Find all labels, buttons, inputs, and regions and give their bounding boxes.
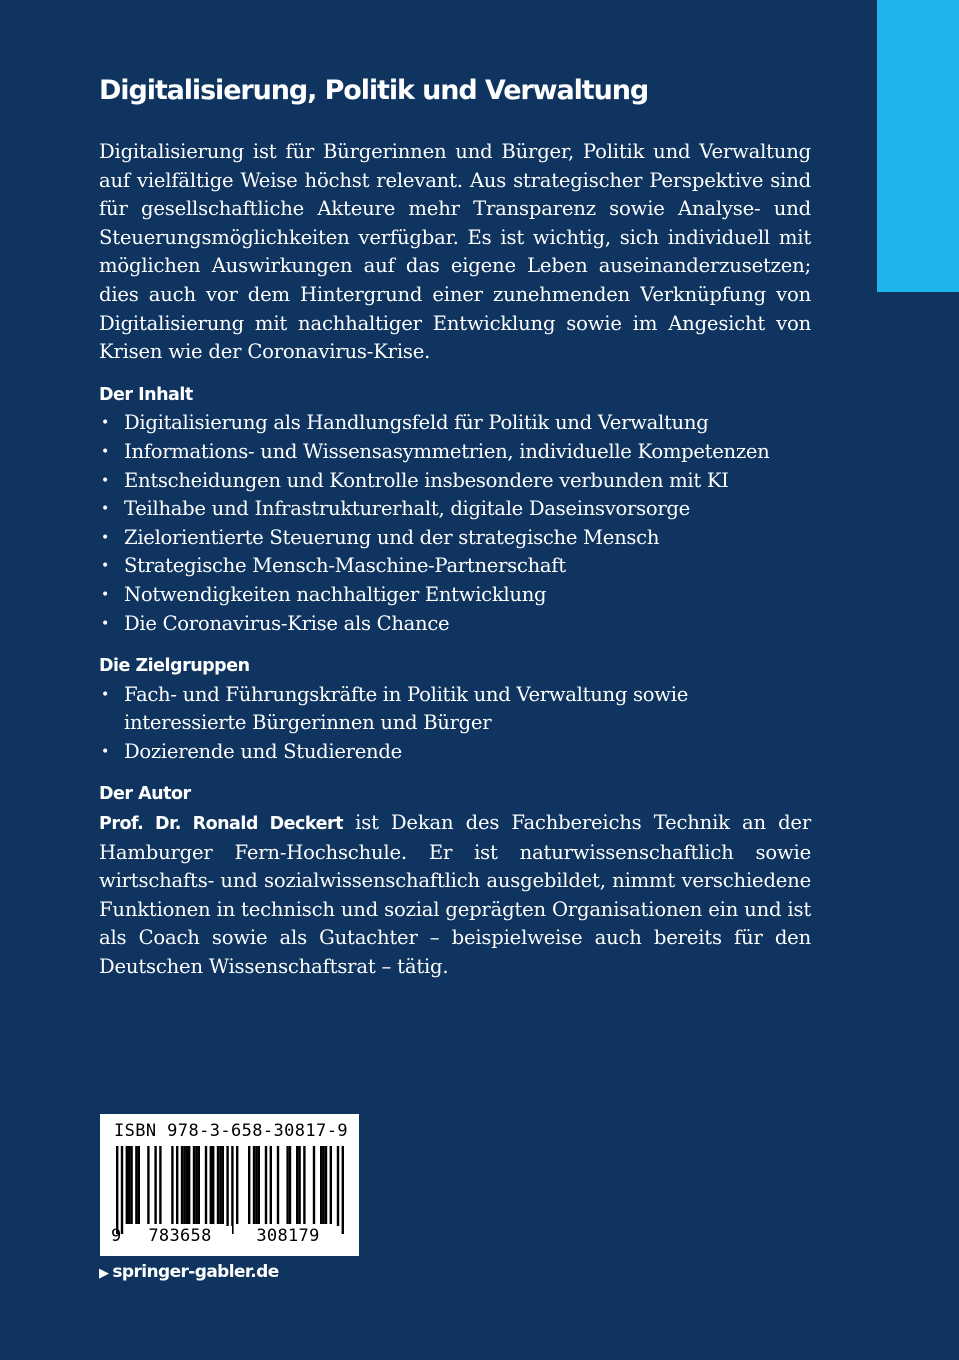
barcode-bar <box>198 1146 200 1224</box>
barcode-bar <box>231 1146 233 1234</box>
author-name: Prof. Dr. Ronald Deckert <box>99 814 343 835</box>
barcode-bar <box>126 1146 128 1224</box>
barcode-bar <box>193 1146 195 1224</box>
barcode-bar <box>253 1146 255 1224</box>
barcode-bar <box>121 1146 123 1234</box>
bullet-icon: • <box>101 686 109 703</box>
barcode-bar <box>296 1146 298 1224</box>
book-title: Digitalisierung, Politik und Verwaltung <box>99 75 649 106</box>
isbn-label: ISBN 978-3-658-30817-9 <box>114 1121 348 1141</box>
barcode-bar <box>128 1146 130 1224</box>
blurb-paragraph: Digitalisierung ist für Bürgerinnen und Bürger, Politik und Verwaltung auf vielfältige Weise höchst relevant. Aus strategischer Perspektive sind für gesellschaftliche Akteure mehr Transparenz sowie Analyse- und Steuerungsmöglichkeiten verfügbar. Es ist wichtig, sich individuell mit möglichen Auswirkungen auf das eigene Leben auseinanderzusetzen; dies auch vor dem Hintergrund einer zunehmenden Verknüpfung von Digitalisierung mit nachhaltiger Entwicklung sowie im Angesicht von Krisen wie der Coronavirus-Krise. <box>99 140 811 364</box>
publisher-link[interactable] <box>99 1262 279 1282</box>
barcode-bar <box>116 1146 118 1234</box>
barcode-bar <box>298 1146 300 1224</box>
bullet-icon: • <box>101 615 109 632</box>
author-bio <box>99 809 811 982</box>
barcode-bar <box>210 1146 212 1224</box>
barcode-bar <box>135 1146 137 1224</box>
zielgruppen-heading: Die Zielgruppen <box>99 656 250 677</box>
barcode-bar <box>226 1146 228 1234</box>
barcode-bar <box>147 1146 149 1224</box>
barcode-bar <box>286 1146 288 1224</box>
barcode-bar <box>265 1146 267 1224</box>
list-item: • Entscheidungen und Kontrolle insbesondere verbunden mit KI <box>99 467 811 496</box>
barcode-bar <box>277 1146 279 1224</box>
barcode-bar <box>130 1146 132 1224</box>
barcode-bar <box>222 1146 224 1224</box>
barcode-bar <box>217 1146 219 1224</box>
zielgruppen-list <box>99 681 811 767</box>
barcode-bar <box>313 1146 315 1224</box>
list-item: • Notwendigkeiten nachhaltiger Entwicklung <box>99 581 811 610</box>
barcode-bar <box>219 1146 221 1224</box>
bullet-icon: • <box>101 586 109 603</box>
cover-text <box>99 74 811 982</box>
bullet-icon: • <box>101 743 109 760</box>
bullet-icon: • <box>101 415 109 432</box>
inhalt-list <box>99 409 811 638</box>
ean-left-digits: 783658 <box>128 1226 232 1246</box>
barcode-bar <box>212 1146 214 1224</box>
barcode-bar <box>303 1146 305 1224</box>
barcode-bar <box>188 1146 190 1224</box>
list-item: • Fach- und Führungskräfte in Politik und Verwaltung sowie interessierte Bürgerinnen und Bürger <box>101 682 688 735</box>
bullet-icon: • <box>101 472 109 489</box>
list-item: • Informations- und Wissensasymmetrien, individuelle Kompetenzen <box>99 438 811 467</box>
accent-bar <box>877 0 959 292</box>
barcode-bar <box>138 1146 140 1224</box>
barcode-bar <box>183 1146 185 1224</box>
barcode-bar <box>186 1146 188 1224</box>
barcode-bar <box>258 1146 260 1224</box>
bullet-icon: • <box>101 501 109 518</box>
barcode-bar <box>322 1146 324 1224</box>
bullet-icon: • <box>101 443 109 460</box>
isbn-barcode <box>100 1114 359 1256</box>
list-item: • Die Coronavirus-Krise als Chance <box>99 610 811 639</box>
barcode-bar <box>181 1146 183 1224</box>
barcode-bar <box>195 1146 197 1224</box>
bullet-icon: • <box>101 529 109 546</box>
ean-first-digit: 9 <box>111 1226 122 1246</box>
publisher-url: springer-gabler.de <box>112 1262 279 1282</box>
autor-heading: Der Autor <box>99 784 191 805</box>
list-item: • Teilhabe und Infrastrukturerhalt, digitale Daseinsvorsorge <box>99 495 811 524</box>
inhalt-heading: Der Inhalt <box>99 384 193 405</box>
barcode-bar <box>236 1146 238 1224</box>
barcode-bar <box>320 1146 322 1224</box>
barcode-bar <box>330 1146 332 1224</box>
barcode-bar <box>270 1146 272 1224</box>
barcode-bar <box>154 1146 156 1224</box>
barcode-bar <box>325 1146 327 1224</box>
list-item: • Strategische Mensch-Maschine-Partnerschaft <box>99 552 811 581</box>
arrow-right-icon: ▶ <box>99 1266 109 1281</box>
list-item: • Zielorientierte Steuerung und der strategische Mensch <box>99 524 811 553</box>
barcode-bars <box>110 1146 348 1234</box>
list-item: • Digitalisierung als Handlungsfeld für Politik und Verwaltung <box>99 409 811 438</box>
barcode-bar <box>289 1146 291 1224</box>
barcode-bar <box>337 1146 339 1234</box>
barcode-bar <box>342 1146 344 1234</box>
barcode-bar <box>159 1146 161 1224</box>
ean-right-digits: 308179 <box>236 1226 340 1246</box>
author-text: ist Dekan des Fachbereichs Technik an der Hamburger Fern-Hochschule. Er ist naturwissenschaftlich sowie wirtschafts- und sozialwissenschaftlich ausgebildet, nimmt verschiedene Funktionen in technisch und sozial geprägten Organisationen ein und ist als Coach sowie als Gutachter – beispielweise auch bereits für den Deutschen Wissenschaftsrat – tätig. <box>99 811 811 979</box>
bullet-icon: • <box>101 558 109 575</box>
barcode-bar <box>176 1146 178 1224</box>
list-item: • Dozierende und Studierende <box>99 738 811 767</box>
barcode-bar <box>248 1146 250 1224</box>
barcode-bar <box>205 1146 207 1224</box>
barcode-bar <box>171 1146 173 1224</box>
barcode-bar <box>255 1146 257 1224</box>
